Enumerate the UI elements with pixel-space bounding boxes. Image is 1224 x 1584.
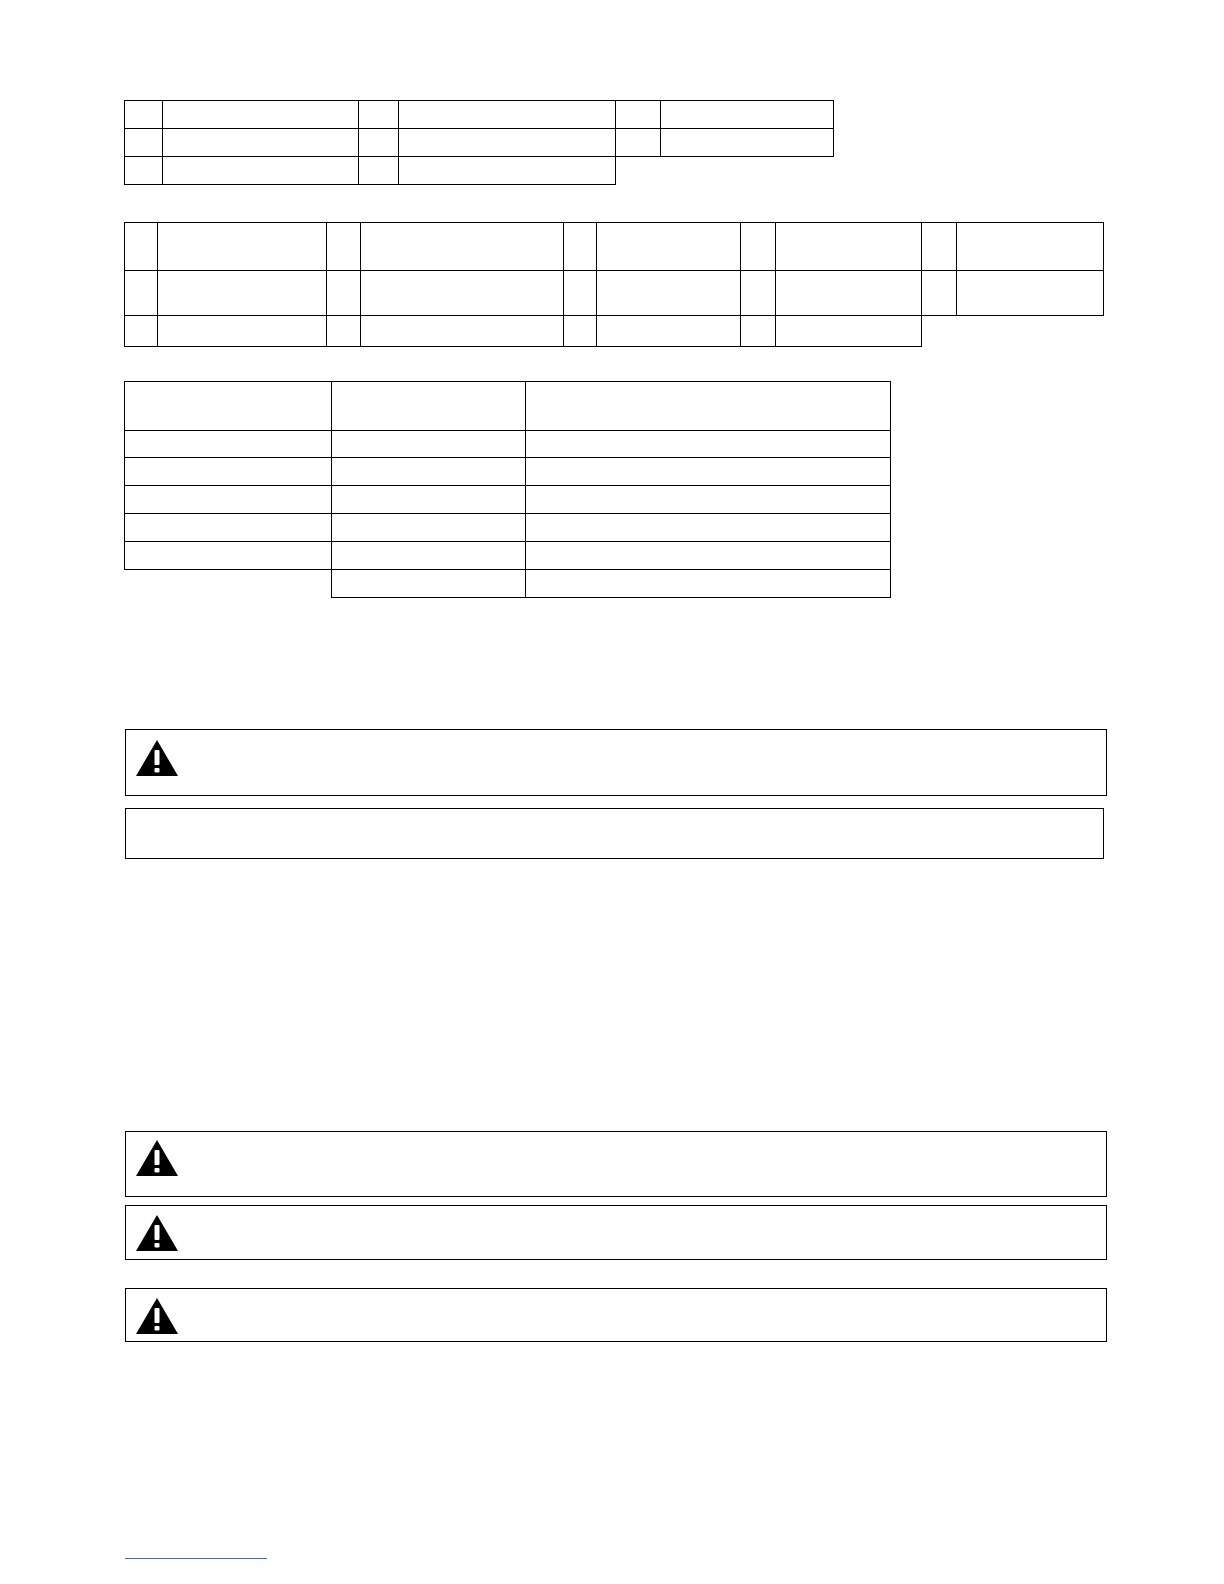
table-cell — [162, 128, 359, 157]
table-cell — [596, 315, 741, 347]
table-cell — [775, 315, 922, 347]
table-cell — [398, 100, 616, 129]
table-cell — [360, 315, 564, 347]
table-cell — [775, 222, 922, 271]
table-cell — [525, 513, 891, 542]
warning-box-1 — [125, 729, 1107, 796]
table-cell — [326, 315, 361, 347]
table-cell — [124, 457, 332, 486]
table-cell — [358, 128, 399, 157]
table-cell — [563, 222, 597, 271]
table-cell — [956, 222, 1104, 271]
table-cell — [124, 156, 163, 185]
warning-box-2 — [125, 1131, 1107, 1197]
table-cell — [124, 541, 332, 570]
info-box-1 — [125, 808, 1104, 859]
table-cell — [525, 485, 891, 514]
table-cell — [615, 128, 661, 157]
table-cell — [331, 541, 526, 570]
warning-box-3 — [125, 1205, 1107, 1260]
table-cell — [525, 430, 891, 458]
table-cell — [157, 270, 327, 316]
table-cell — [124, 222, 158, 271]
warning-box-4 — [125, 1288, 1107, 1342]
table-cell — [124, 270, 158, 316]
table-cell — [124, 100, 163, 129]
table-cell — [124, 513, 332, 542]
table-cell — [740, 315, 776, 347]
table-cell — [360, 270, 564, 316]
table-cell — [525, 569, 891, 598]
table-cell — [525, 541, 891, 570]
table-cell — [157, 222, 327, 271]
table-cell — [162, 156, 359, 185]
table-cell — [124, 485, 332, 514]
table-cell — [660, 100, 834, 129]
table-cell — [398, 128, 616, 157]
table-cell — [740, 270, 776, 316]
warning-triangle-icon — [134, 1296, 180, 1336]
table-cell — [921, 270, 957, 316]
table-cell — [956, 270, 1104, 316]
table-cell — [660, 128, 834, 157]
table-cell — [124, 430, 332, 458]
table-cell — [563, 315, 597, 347]
table-cell — [563, 270, 597, 316]
table-cell — [921, 222, 957, 271]
table-cell — [331, 569, 526, 598]
table-cell — [331, 381, 526, 431]
table-cell — [525, 381, 891, 431]
table-cell — [360, 222, 564, 271]
table-cell — [358, 156, 399, 185]
table-cell — [326, 270, 361, 316]
table-cell — [326, 222, 361, 271]
table-cell — [358, 100, 399, 129]
table-cell — [398, 156, 616, 185]
table-cell — [740, 222, 776, 271]
table-cell — [124, 128, 163, 157]
table-cell — [615, 100, 661, 129]
table-cell — [124, 315, 158, 347]
table-cell — [525, 457, 891, 486]
table-cell — [596, 222, 741, 271]
table-cell — [124, 381, 332, 431]
footnote-separator — [125, 1558, 267, 1559]
table-cell — [596, 270, 741, 316]
table-cell — [331, 513, 526, 542]
warning-triangle-icon — [134, 738, 180, 778]
table-cell — [331, 457, 526, 486]
warning-triangle-icon — [134, 1138, 180, 1178]
table-cell — [331, 485, 526, 514]
table-cell — [331, 430, 526, 458]
table-cell — [157, 315, 327, 347]
table-cell — [775, 270, 922, 316]
table-cell — [162, 100, 359, 129]
warning-triangle-icon — [134, 1213, 180, 1253]
